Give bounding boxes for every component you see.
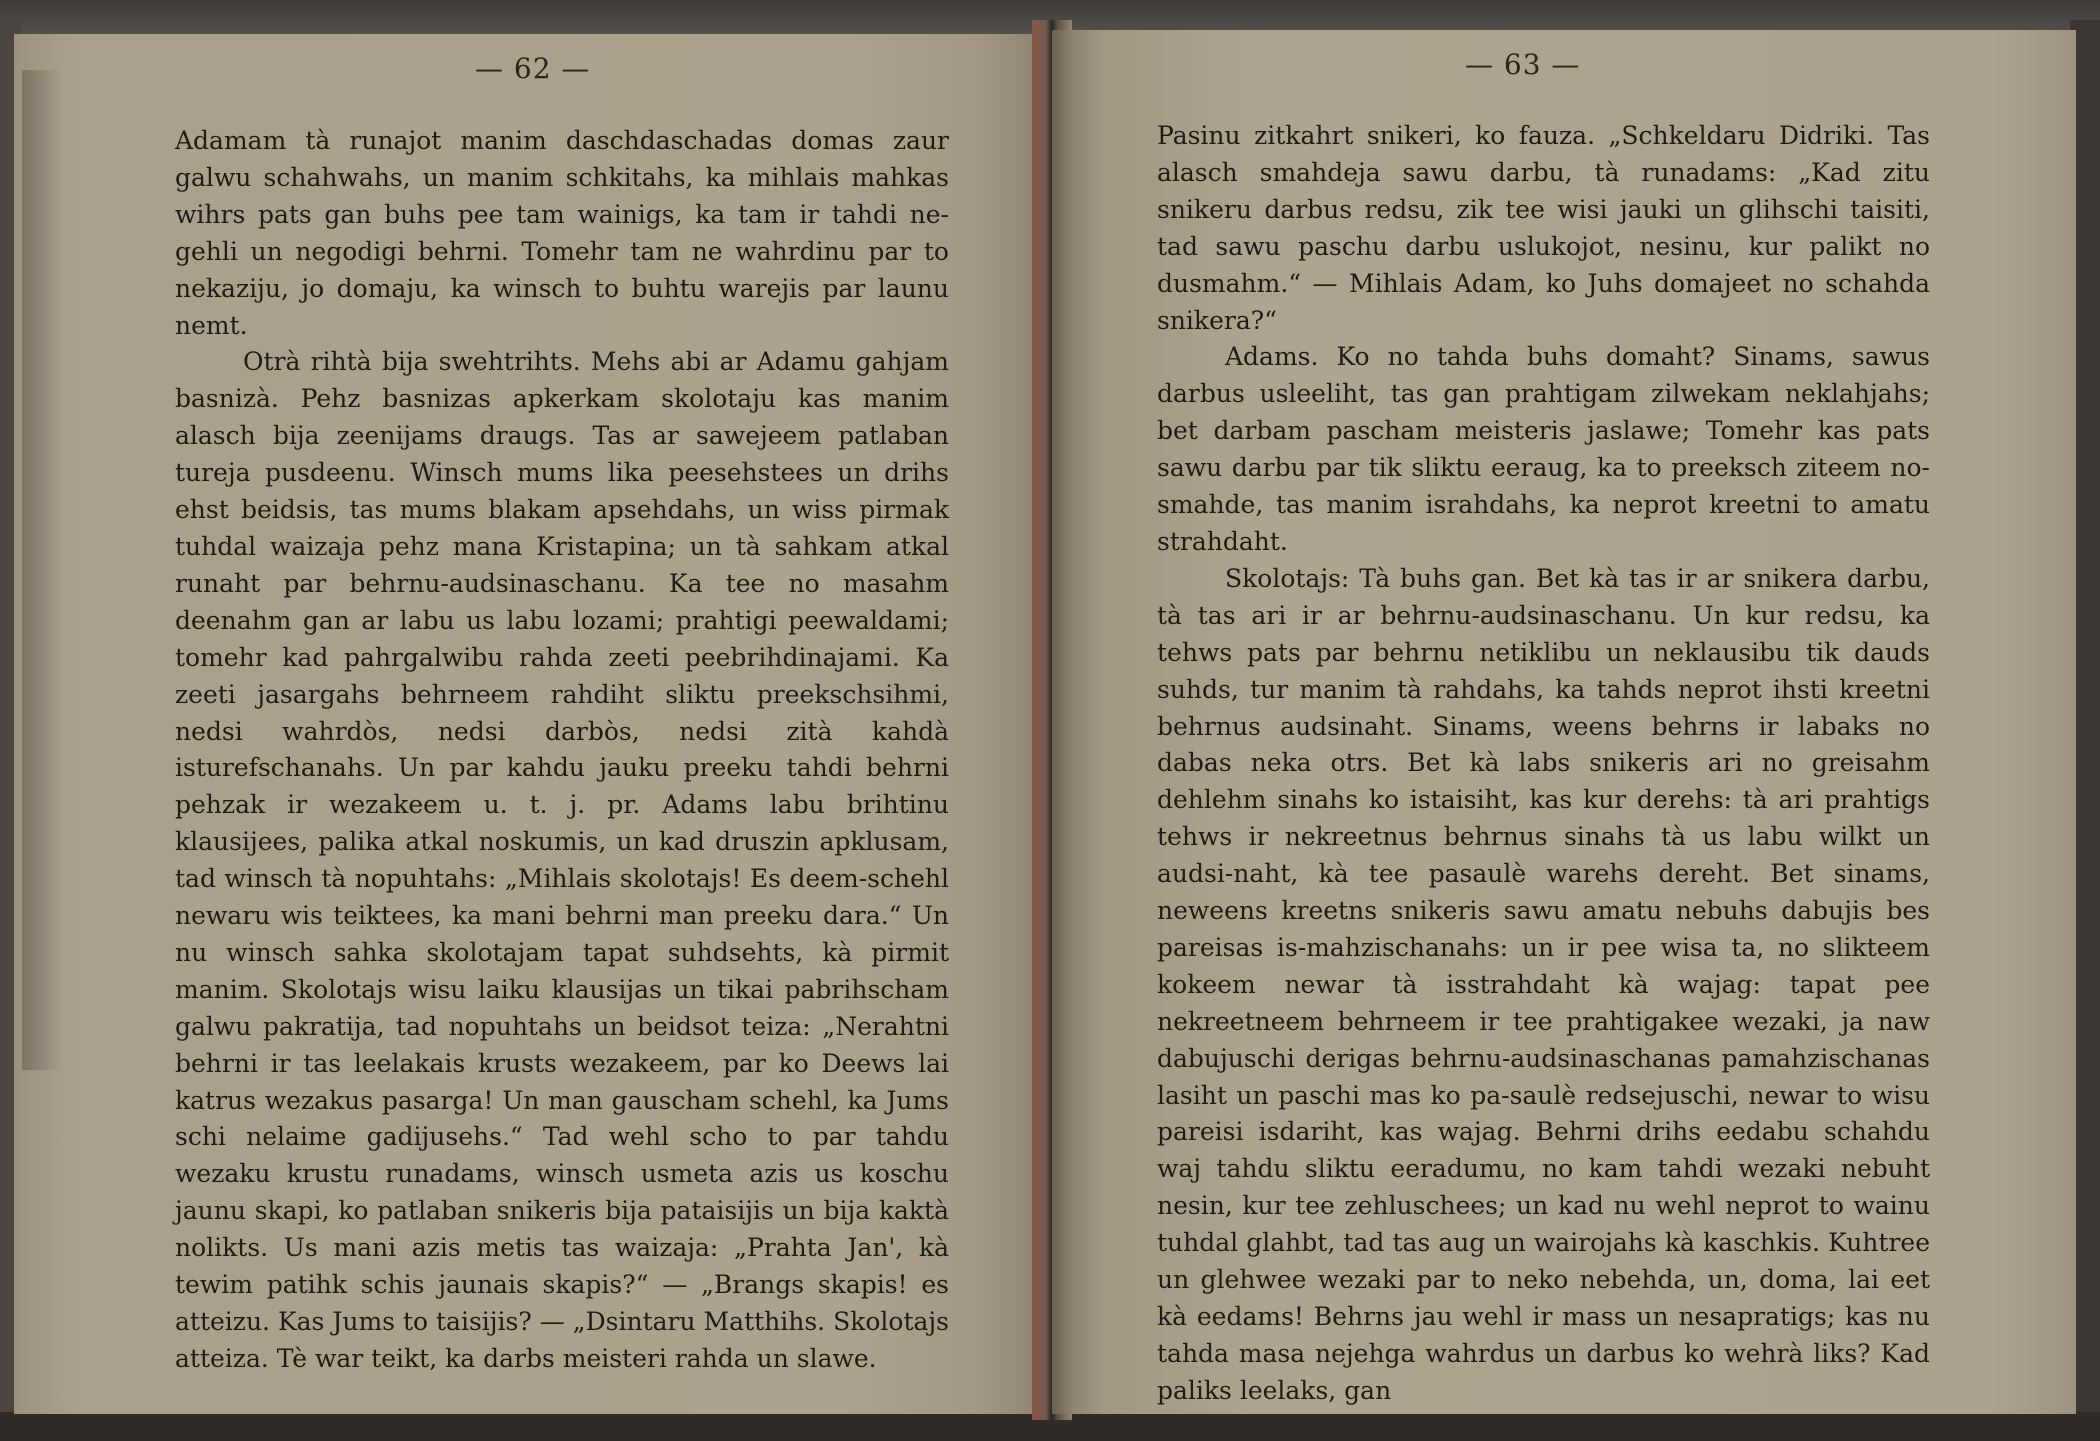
paragraph: Skolotajs: Tà buhs gan. Bet kà tas ir ar snikera darbu, tà tas ari ir ar behrnu-audsinaschanu. Un kur redsu, ka tehws pats par behrnu netiklibu un neklausibu tik dauds suhds, tur manim tà rahdahs, ka tahds neprot ihsti kreetni behrnus audsinaht. Sinams, weens behrns ir labaks no dabas neka otrs. Bet kà labs snikeris ari no greisahm dehlehm sinahs ko istaisiht, kas kur derehs: tà ari prahtigs tehws ir nekreetnus behrnus sinahs tà us labu wilkt un audsi-naht, kà tee pasaulè warehs dereht. Bet sinams, neweens kreetns snikeris sawu amatu nebuhs dabujis bes pareisas is-mahzischanahs: un ir pee wisa ta, no slikteem kokeem newar tà isstrahdaht kà wajag: tapat pee nekreetneem behrneem ir tee prahtigakee wezaki, ja naw dabujuschi derigas behrnu-audsinaschanas pamahzischanas lasiht un paschi mas ko pa-saulè redsejuschi, newar to wisu pareisi isdariht, kas wajag. Behrni drihs eedabu schahdu waj tahdu sliktu eeradumu, no kam tahdi wezaki nebuht nesin, kur tee zehluschees; un kad nu wehl neprot to wainu tuhdal glahbt, tad tas aug un wairojahs kà kaschkis. Kuhtree un glehwee wezaki par to neko nebehda, un, doma, lai eet kà eedams! Behrns jau wehl ir mass un nesapratigs; kas nu tahda masa nejehga wahrdus un darbus ko wehrà liks? Kad paliks leelaks, gan (1157, 563, 1930, 1405)
paragraph: Pasinu zitkahrt snikeri, ko fauza. „Schkeldaru Didriki. Tas alasch smahdeja sawu darbu, tà runadams: „Kad zitu snikeru darbus redsu, zik tee wisi jauki un glihschi taisiti, tad sawu paschu darbu uslukojot, nesinu, kur palikt no dusmahm.“ — Mihlais Adam, ko Juhs domajeet no schahda snikera?“ (1157, 121, 1930, 335)
paragraph: Adams. Ko no tahda buhs domaht? Sinams, sawus darbus usleeliht, tas gan prahtigam zilwekam neklahjahs; bet darbam pascham meisteris jaslawe; Tomehr kas pats sawu darbu par tik sliktu eeraug, ka to preeksch ziteem no-smahde, tas manim israhdahs, ka neprot kreetni to amatu strahdaht. (1157, 342, 1930, 556)
right-page-text (1157, 118, 1930, 1410)
left-page-edge-shadow (22, 70, 62, 1070)
right-page-inner-edge (1052, 30, 1092, 1414)
paragraph: Adamam tà runajot manim daschdaschadas domas zaur galwu schahwahs, un manim schkitahs, ka mihlais mahkas wihrs pats gan buhs pee tam wainigs, ka tam ir tahdi ne-gehli un negodigi behrni. Tomehr tam ne wahrdinu par to nekaziju, jo domaju, ka winsch to buhtu warejis par launu nemt. (175, 126, 949, 340)
left-page-number: — 62 — (475, 52, 591, 85)
right-page-number: — 63 — (1465, 48, 1581, 81)
left-page-text (175, 123, 949, 1378)
paragraph: Otrà rihtà bija swehtrihts. Mehs abi ar Adamu gahjam basnizà. Pehz basnizas apkerkam skolotaju kas manim alasch bija zeenijams draugs. Tas ar sawejeem patlaban tureja pusdeenu. Winsch mums lika peesehstees un drihs ehst beidsis, tas mums blakam apsehdahs, un wiss pirmak tuhdal waizaja pehz mana Kristapina; un tà sahkam atkal runaht par behrnu-audsinaschanu. Ka tee no masahm deenahm gan ar labu us labu lozami; prahtigi peewaldami; tomehr kad pahrgalwibu rahda zeeti peebrihdinajami. Ka zeeti jasargahs behrneem rahdiht sliktu preekschsihmi, nedsi wahrdòs, nedsi darbòs, nedsi zità kahdà isturefschanahs. Un par kahdu jauku preeku tahdi behrni pehzak ir wezakeem u. t. j. pr. Adams labu brihtinu klausijees, palika atkal noskumis, un kad druszin apklusam, tad winsch tà nopuhtahs: „Mihlais skolotajs! Es deem-schehl newaru wis teiktees, ka mani behrni man preeku dara.“ Un nu winsch sahka skolotajam tapat suhdsehts, kà pirmit manim. Skolotajs wisu laiku klausijas un tikai pabrihscham galwu pakratija, tad nopuhtahs un beidsot teiza: „Nerahtni behrni ir tas leelakais krusts wezakeem, par ko Deews lai katrus wezakus pasarga! Un man gauscham schehl, ka Jums schi nelaime gadijusehs.“ Tad wehl scho to par tahdu wezaku krustu runadams, winsch usmeta azis us koschu jaunu skapi, ko patlaban snikeris bija pataisijis un bija kaktà nolikts. Us mani azis metis tas waizaja: „Prahta Jan', kà tewim patihk schis jaunais skapis?“ — „Brangs skapis! es atteizu. Kas Jums to taisijis? — „Dsintaru Matthihs. Skolotajs atteiza. Tè war teikt, ka darbs meisteri rahda un slawe. (175, 347, 949, 1373)
